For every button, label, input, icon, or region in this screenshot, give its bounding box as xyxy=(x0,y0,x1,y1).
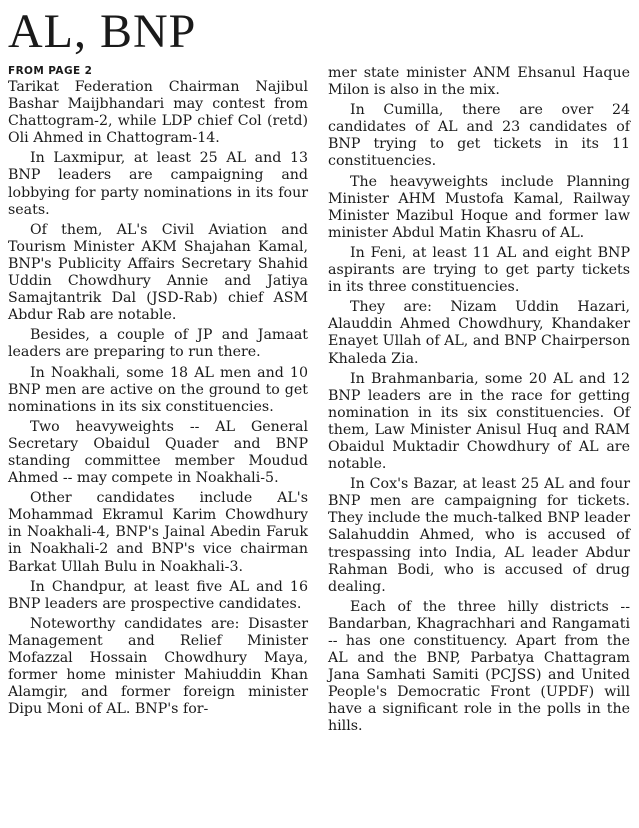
continuation-kicker: FROM PAGE 2 xyxy=(8,65,93,77)
paragraph: Each of the three hilly districts -- Bandarban, Khagrachhari and Rangamati -- has one constituency. Apart from the AL and the BNP, Parbatya Chattagram Jana Samhati Samiti (PCJSS) and United People's Democratic Front (UPDF) will have a significant role in the polls in the hills. xyxy=(328,598,630,735)
paragraph: In Brahmanbaria, some 20 AL and 12 BNP leaders are in the race for getting nomination in its six constituencies. Of them, Law Minister Anisul Huq and RAM Obaidul Muktadir Chowdhury of AL are notable. xyxy=(328,370,630,473)
paragraph: In Laxmipur, at least 25 AL and 13 BNP leaders are campaigning and lobbying for party nominations in its four seats. xyxy=(8,150,308,218)
paragraph: Besides, a couple of JP and Jamaat leaders are preparing to run there. xyxy=(8,327,308,361)
paragraph: In Noakhali, some 18 AL men and 10 BNP men are active on the ground to get nominations in its six constituencies. xyxy=(8,364,308,415)
paragraph: mer state minister ANM Ehsanul Haque Milon is also in the mix. xyxy=(328,65,630,99)
right-column xyxy=(328,65,630,739)
paragraph: The heavyweights include Planning Minister AHM Mustofa Kamal, Railway Minister Mazibul Hoque and former law minister Abdul Matin Khasru of AL. xyxy=(328,173,630,241)
paragraph: Other candidates include AL's Mohammad Ekramul Karim Chowdhury in Noakhali-4, BNP's Jainal Abedin Faruk in Noakhali-2 and BNP's vice chairman Barkat Ullah Bulu in Noakhali-3. xyxy=(8,490,308,575)
paragraph: Tarikat Federation Chairman Najibul Bashar Maijbhandari may contest from Chattogram-2, while LDP chief Col (retd) Oli Ahmed in Chattogram-14. xyxy=(8,79,308,147)
paragraph: In Feni, at least 11 AL and eight BNP aspirants are trying to get party tickets in its three constituencies. xyxy=(328,244,630,296)
paragraph: In Cumilla, there are over 24 candidates of AL and 23 candidates of BNP trying to get tickets in its 11 constituencies. xyxy=(328,102,630,170)
paragraph: In Cox's Bazar, at least 25 AL and four BNP men are campaigning for tickets. They include the much-talked BNP leader Salahuddin Ahmed, who is accused of trespassing into India, AL leader Abdur Rahman Bodi, who is accused of drug dealing. xyxy=(328,476,630,595)
paragraph: In Chandpur, at least five AL and 16 BNP leaders are prospective candidates. xyxy=(8,578,308,612)
paragraph: Of them, AL's Civil Aviation and Tourism Minister AKM Shajahan Kamal, BNP's Publicity Affairs Secretary Shahid Uddin Chowdhury Annie and Jatiya Samajtantrik Dal (JSD-Rab) chief ASM Abdur Rab are notable. xyxy=(8,221,308,324)
headline: AL, BNP xyxy=(8,5,197,58)
left-column xyxy=(8,65,308,721)
paragraph: Noteworthy candidates are: Disaster Management and Relief Minister Mofazzal Hossain Chowdhury Maya, former home minister Mahiuddin Khan Alamgir, and former foreign minister Dipu Moni of AL. BNP's for- xyxy=(8,615,308,718)
paragraph: Two heavyweights -- AL General Secretary Obaidul Quader and BNP standing committee member Moudud Ahmed -- may compete in Noakhali-5. xyxy=(8,418,308,487)
paragraph: They are: Nizam Uddin Hazari, Alauddin Ahmed Chowdhury, Khandaker Enayet Ullah of AL, and BNP Chairperson Khaleda Zia. xyxy=(328,299,630,367)
